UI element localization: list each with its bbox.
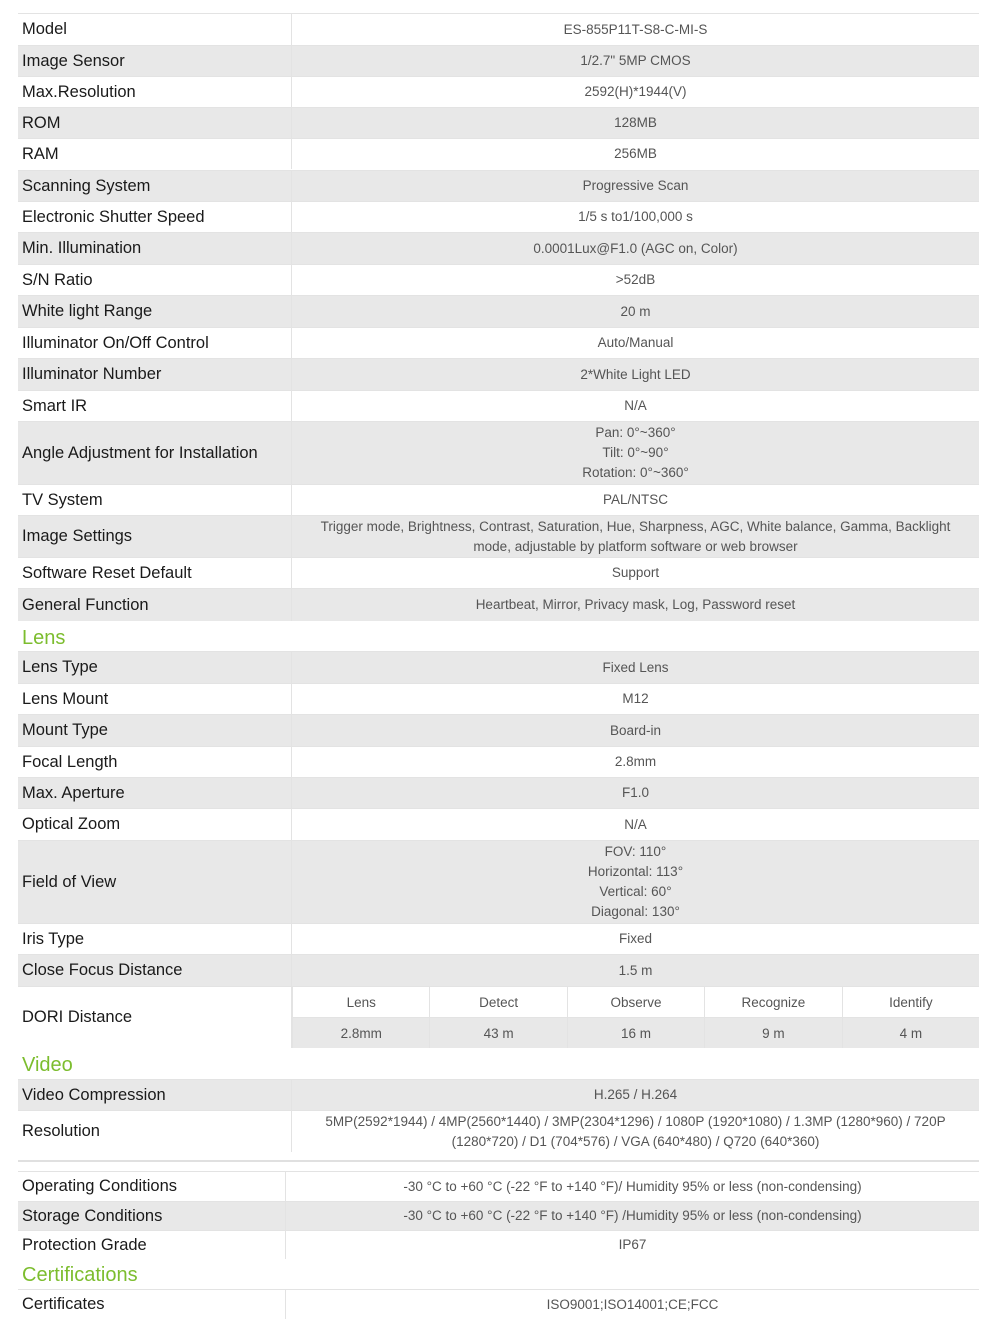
spec-row bbox=[18, 232, 979, 264]
spec-value bbox=[286, 1290, 979, 1319]
spec-row bbox=[18, 746, 979, 777]
spec-value bbox=[292, 14, 979, 45]
dori-value-cell: 9 m bbox=[704, 1018, 841, 1048]
spec-label: S/N Ratio bbox=[18, 265, 292, 295]
spec-value-line: Horizontal: 113° bbox=[587, 864, 684, 879]
spec-value bbox=[286, 1231, 979, 1259]
spec-row bbox=[18, 651, 979, 683]
spec-label: Resolution bbox=[18, 1111, 292, 1152]
spec-value-line: Trigger mode, Brightness, Contrast, Saturation, Hue, Sharpness, AGC, White balance, Gamma, Backlight bbox=[320, 518, 951, 534]
spec-value-line: Support bbox=[611, 565, 660, 580]
spec-value-line: Rotation: 0°~360° bbox=[582, 465, 689, 480]
spec-value bbox=[292, 747, 979, 777]
spec-label: Electronic Shutter Speed bbox=[18, 202, 292, 232]
spec-value bbox=[286, 1202, 979, 1230]
spec-value bbox=[292, 171, 979, 201]
section-video-heading: Video bbox=[22, 1054, 73, 1076]
spec-row bbox=[18, 421, 979, 484]
spec-value-line: M12 bbox=[622, 691, 649, 706]
spec-label: Image Sensor bbox=[18, 46, 292, 76]
spec-row bbox=[18, 683, 979, 714]
spec-label: Iris Type bbox=[18, 924, 292, 954]
spec-label: Max. Aperture bbox=[18, 778, 292, 808]
spec-value bbox=[292, 1111, 979, 1152]
spec-row bbox=[18, 107, 979, 138]
spec-value-line: (1280*720) / D1 (704*576) / VGA (640*480) / Q720 (640*360) bbox=[451, 1133, 820, 1149]
spec-value-line: 1.5 m bbox=[618, 962, 653, 978]
spec-value-line: Vertical: 60° bbox=[599, 884, 672, 899]
spec-value-line: mode, adjustable by platform software or web browser bbox=[473, 538, 798, 554]
dori-header-row bbox=[292, 987, 979, 1017]
spec-value bbox=[292, 485, 979, 515]
spec-row bbox=[18, 390, 979, 421]
spec-label: Protection Grade bbox=[18, 1231, 286, 1259]
spec-value bbox=[292, 422, 979, 484]
dori-row bbox=[18, 986, 979, 1048]
spec-row bbox=[18, 714, 979, 746]
spec-value bbox=[292, 265, 979, 295]
spec-value-line: ES-855P11T-S8-C-MI-S bbox=[563, 21, 708, 37]
dori-header-cell: Observe bbox=[567, 987, 704, 1017]
spec-row bbox=[18, 138, 979, 169]
spec-row bbox=[18, 777, 979, 808]
spec-value bbox=[292, 558, 979, 588]
spec-row bbox=[18, 170, 979, 201]
spec-value-line: -30 °C to +60 °C (-22 °F to +140 °F) /Humidity 95% or less (non-condensing) bbox=[403, 1208, 862, 1223]
spec-value-line: Progressive Scan bbox=[582, 178, 689, 193]
spec-label: ROM bbox=[18, 108, 292, 138]
spec-value-line: F1.0 bbox=[621, 785, 649, 800]
dori-header-cell: Detect bbox=[429, 987, 566, 1017]
spec-value-line: 2592(H)*1944(V) bbox=[584, 84, 687, 99]
spec-row bbox=[18, 45, 979, 76]
spec-value bbox=[292, 77, 979, 107]
spec-value bbox=[292, 108, 979, 138]
spec-label: Scanning System bbox=[18, 171, 292, 201]
spec-row bbox=[18, 588, 979, 621]
dori-header-cell: Recognize bbox=[704, 987, 841, 1017]
spec-label: Software Reset Default bbox=[18, 558, 292, 588]
spec-label: Certificates bbox=[18, 1290, 286, 1319]
spec-value-line: 2*White Light LED bbox=[580, 366, 691, 382]
spec-row bbox=[18, 923, 979, 954]
spec-label: RAM bbox=[18, 139, 292, 169]
spec-label: Mount Type bbox=[18, 715, 292, 746]
spec-value-line: Tilt: 0°~90° bbox=[602, 445, 669, 460]
spec-row bbox=[18, 264, 979, 295]
spec-row bbox=[18, 1079, 979, 1110]
spec-value-line: N/A bbox=[624, 816, 647, 832]
spec-value-line: 0.0001Lux@F1.0 (AGC on, Color) bbox=[533, 240, 738, 256]
spec-label: Smart IR bbox=[18, 391, 292, 421]
spec-value bbox=[292, 328, 979, 358]
spec-row bbox=[18, 1289, 979, 1319]
dori-value-cell: 2.8mm bbox=[292, 1018, 429, 1048]
spec-value bbox=[292, 589, 979, 621]
spec-row bbox=[18, 295, 979, 327]
dori-header-cell: Identify bbox=[842, 987, 979, 1017]
spec-row bbox=[18, 808, 979, 840]
spec-row bbox=[18, 515, 979, 557]
spec-value-line: >52dB bbox=[615, 272, 656, 287]
spec-value-line: Board-in bbox=[609, 722, 662, 738]
spec-label: Lens Type bbox=[18, 652, 292, 683]
dori-value-cell: 4 m bbox=[842, 1018, 979, 1048]
spec-label: TV System bbox=[18, 485, 292, 515]
spec-value bbox=[292, 139, 979, 169]
spec-row bbox=[18, 840, 979, 923]
section-lens-heading: Lens bbox=[22, 627, 66, 649]
spec-value bbox=[292, 1080, 979, 1110]
spec-label: Image Settings bbox=[18, 516, 292, 557]
spec-label: Illuminator On/Off Control bbox=[18, 328, 292, 358]
spec-label: Model bbox=[18, 14, 292, 45]
dori-value-row bbox=[292, 1017, 979, 1048]
spec-row bbox=[18, 327, 979, 358]
spec-value bbox=[292, 955, 979, 986]
spec-value-line: IP67 bbox=[618, 1237, 647, 1252]
spec-value bbox=[292, 202, 979, 232]
spec-value bbox=[292, 359, 979, 390]
spec-value-line: ISO9001;ISO14001;CE;FCC bbox=[546, 1296, 719, 1312]
spec-value-line: 1/5 s to1/100,000 s bbox=[578, 209, 693, 224]
spec-value-line: Fixed Lens bbox=[602, 659, 669, 675]
spec-value-line: -30 °C to +60 °C (-22 °F to +140 °F)/ Humidity 95% or less (non-condensing) bbox=[403, 1178, 862, 1194]
section-divider bbox=[18, 1160, 979, 1162]
spec-value-line: 20 m bbox=[620, 303, 651, 319]
spec-label: White light Range bbox=[18, 296, 292, 327]
spec-label: Operating Conditions bbox=[18, 1172, 286, 1201]
spec-value-line: PAL/NTSC bbox=[602, 492, 668, 507]
dori-value-cell: 16 m bbox=[567, 1018, 704, 1048]
spec-row bbox=[18, 484, 979, 515]
spec-label: Max.Resolution bbox=[18, 77, 292, 107]
spec-row bbox=[18, 13, 979, 45]
spec-value-line: H.265 / H.264 bbox=[593, 1087, 678, 1102]
spec-label: Optical Zoom bbox=[18, 809, 292, 840]
spec-value-line: Fixed bbox=[618, 931, 652, 946]
dori-value-cell: 43 m bbox=[429, 1018, 566, 1048]
spec-value-line: 1/2.7" 5MP CMOS bbox=[580, 53, 691, 68]
spec-row bbox=[18, 1230, 979, 1259]
spec-label: Storage Conditions bbox=[18, 1202, 286, 1230]
dori-table bbox=[292, 987, 979, 1048]
spec-value bbox=[292, 715, 979, 746]
spec-value bbox=[286, 1172, 979, 1201]
spec-label: General Function bbox=[18, 589, 292, 621]
spec-label: Close Focus Distance bbox=[18, 955, 292, 986]
spec-value bbox=[292, 652, 979, 683]
spec-row bbox=[18, 954, 979, 986]
spec-label: Field of View bbox=[18, 841, 292, 923]
spec-label: Angle Adjustment for Installation bbox=[18, 422, 292, 484]
spec-value-line: Auto/Manual bbox=[597, 335, 674, 350]
spec-value-line: 128MB bbox=[614, 115, 657, 130]
spec-value bbox=[292, 46, 979, 76]
section-certifications-heading: Certifications bbox=[22, 1264, 138, 1286]
spec-value bbox=[292, 924, 979, 954]
spec-value-line: 5MP(2592*1944) / 4MP(2560*1440) / 3MP(2304*1296) / 1080P (1920*1080) / 1.3MP (1280*960) / 720P bbox=[325, 1113, 946, 1129]
spec-value bbox=[292, 233, 979, 264]
spec-value bbox=[292, 778, 979, 808]
spec-value bbox=[292, 841, 979, 923]
spec-value bbox=[292, 684, 979, 714]
spec-value bbox=[292, 516, 979, 557]
spec-value-line: Heartbeat, Mirror, Privacy mask, Log, Password reset bbox=[475, 597, 796, 612]
spec-value-line: 2.8mm bbox=[614, 754, 657, 769]
spec-value-line: Pan: 0°~360° bbox=[595, 425, 676, 440]
spec-row bbox=[18, 358, 979, 390]
spec-label: Video Compression bbox=[18, 1080, 292, 1110]
spec-row bbox=[18, 1110, 979, 1152]
spec-value bbox=[292, 391, 979, 421]
dori-label: DORI Distance bbox=[18, 987, 292, 1048]
spec-value bbox=[292, 809, 979, 840]
spec-row bbox=[18, 1171, 979, 1201]
spec-label: Lens Mount bbox=[18, 684, 292, 714]
spec-row bbox=[18, 201, 979, 232]
spec-row bbox=[18, 557, 979, 588]
spec-label: Focal Length bbox=[18, 747, 292, 777]
spec-value bbox=[292, 296, 979, 327]
spec-label: Min. Illumination bbox=[18, 233, 292, 264]
spec-row bbox=[18, 1201, 979, 1230]
spec-value-line: FOV: 110° bbox=[604, 844, 667, 859]
spec-value-line: N/A bbox=[624, 398, 647, 413]
dori-header-cell: Lens bbox=[292, 987, 429, 1017]
spec-value-line: 256MB bbox=[614, 146, 657, 161]
spec-row bbox=[18, 76, 979, 107]
spec-value-line: Diagonal: 130° bbox=[591, 904, 680, 919]
spec-label: Illuminator Number bbox=[18, 359, 292, 390]
